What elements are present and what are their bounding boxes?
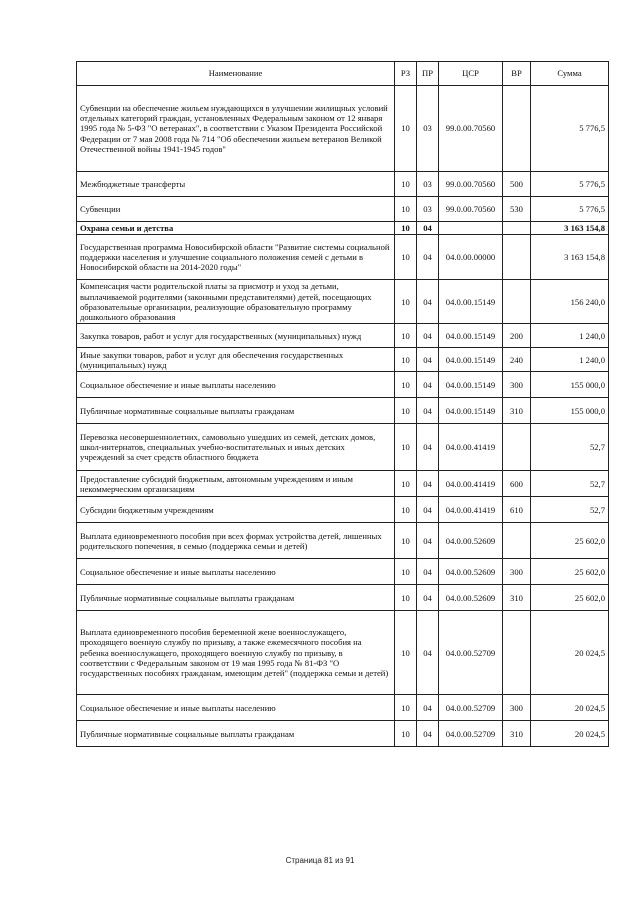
cell-rz: 10 (395, 398, 417, 424)
cell-name: Выплата единовременного пособия беременной жене военнослужащего, проходящего военную службу по призыву, а также ежемесячного пособия на ребенка военнослужащего, проходящего военную службу по призыву, в соответствии с Федеральным законом от 19 мая 1995 года № 81-ФЗ "О государственных пособиях гражданам, имеющим детей" (поддержка семьи и детей) (77, 611, 395, 695)
cell-name: Охрана семьи и детства (77, 222, 395, 235)
cell-sum: 20 024,5 (531, 695, 609, 721)
page-footer: Страница 81 из 91 (285, 856, 355, 865)
cell-csr: 04.0.00.15149 (439, 372, 503, 398)
cell-vr (503, 222, 531, 235)
cell-rz: 10 (395, 611, 417, 695)
cell-csr: 04.0.00.52709 (439, 611, 503, 695)
cell-csr: 04.0.00.00000 (439, 235, 503, 280)
cell-vr (503, 86, 531, 172)
cell-sum: 155 000,0 (531, 372, 609, 398)
cell-name: Публичные нормативные социальные выплаты гражданам (77, 585, 395, 611)
cell-pr: 04 (417, 497, 439, 523)
cell-sum: 20 024,5 (531, 721, 609, 747)
cell-rz: 10 (395, 235, 417, 280)
header-sum: Сумма (531, 62, 609, 86)
cell-sum: 25 602,0 (531, 559, 609, 585)
cell-rz: 10 (395, 523, 417, 559)
table-row (77, 398, 609, 424)
table-header-row (77, 62, 609, 86)
cell-csr: 04.0.00.41419 (439, 497, 503, 523)
cell-vr: 300 (503, 559, 531, 585)
table-row (77, 471, 609, 497)
cell-vr (503, 523, 531, 559)
cell-vr (503, 280, 531, 324)
table-row (77, 324, 609, 348)
cell-pr: 04 (417, 280, 439, 324)
cell-rz: 10 (395, 172, 417, 197)
cell-pr: 04 (417, 324, 439, 348)
cell-name: Перевозка несовершеннолетних, самовольно ушедших из семей, детских домов, школ-интернатов, специальных учебно-воспитательных и иных детских учреждений за счет средств областного бюджета (77, 424, 395, 471)
cell-name: Компенсация части родительской платы за присмотр и уход за детьми, выплачиваемой родителями (законными представителями) детей, посещающих образовательные организации, реализующие образовательную программу дошкольного образования (77, 280, 395, 324)
cell-rz: 10 (395, 585, 417, 611)
cell-rz: 10 (395, 197, 417, 222)
cell-pr: 04 (417, 398, 439, 424)
table-row (77, 695, 609, 721)
cell-rz: 10 (395, 424, 417, 471)
cell-sum: 20 024,5 (531, 611, 609, 695)
cell-name: Закупка товаров, работ и услуг для государственных (муниципальных) нужд (77, 324, 395, 348)
cell-vr: 500 (503, 172, 531, 197)
cell-name: Выплата единовременного пособия при всех формах устройства детей, лишенных родительского попечения, в семью (поддержка семьи и детей) (77, 523, 395, 559)
cell-rz: 10 (395, 497, 417, 523)
table-row (77, 172, 609, 197)
cell-csr: 04.0.00.15149 (439, 324, 503, 348)
cell-sum: 25 602,0 (531, 523, 609, 559)
table-row (77, 197, 609, 222)
cell-pr: 04 (417, 372, 439, 398)
cell-rz: 10 (395, 348, 417, 372)
cell-rz: 10 (395, 324, 417, 348)
cell-csr: 04.0.00.41419 (439, 424, 503, 471)
table-row (77, 222, 609, 235)
cell-csr: 04.0.00.52609 (439, 523, 503, 559)
cell-pr: 04 (417, 559, 439, 585)
cell-rz: 10 (395, 721, 417, 747)
cell-csr: 04.0.00.52609 (439, 559, 503, 585)
cell-sum: 52,7 (531, 497, 609, 523)
cell-sum: 1 240,0 (531, 348, 609, 372)
cell-pr: 04 (417, 424, 439, 471)
table-row (77, 721, 609, 747)
cell-vr (503, 611, 531, 695)
cell-sum: 3 163 154,8 (531, 222, 609, 235)
cell-sum: 5 776,5 (531, 172, 609, 197)
cell-vr: 310 (503, 398, 531, 424)
cell-sum: 25 602,0 (531, 585, 609, 611)
cell-sum: 156 240,0 (531, 280, 609, 324)
cell-sum: 3 163 154,8 (531, 235, 609, 280)
cell-pr: 04 (417, 695, 439, 721)
cell-pr: 04 (417, 348, 439, 372)
table-row (77, 424, 609, 471)
cell-rz: 10 (395, 222, 417, 235)
cell-vr: 530 (503, 197, 531, 222)
cell-rz: 10 (395, 559, 417, 585)
cell-vr: 300 (503, 372, 531, 398)
header-rz: РЗ (395, 62, 417, 86)
cell-vr: 310 (503, 721, 531, 747)
table-row (77, 523, 609, 559)
cell-name: Публичные нормативные социальные выплаты гражданам (77, 398, 395, 424)
cell-vr: 600 (503, 471, 531, 497)
cell-sum: 52,7 (531, 471, 609, 497)
table-body (77, 86, 609, 747)
table-row (77, 497, 609, 523)
cell-vr: 200 (503, 324, 531, 348)
cell-pr: 03 (417, 197, 439, 222)
cell-vr: 300 (503, 695, 531, 721)
cell-sum: 5 776,5 (531, 86, 609, 172)
cell-pr: 04 (417, 523, 439, 559)
table-row (77, 585, 609, 611)
cell-pr: 04 (417, 585, 439, 611)
cell-csr: 04.0.00.41419 (439, 471, 503, 497)
table-row (77, 348, 609, 372)
cell-name: Субсидии бюджетным учреждениям (77, 497, 395, 523)
header-name: Наименование (77, 62, 395, 86)
cell-rz: 10 (395, 471, 417, 497)
cell-pr: 04 (417, 222, 439, 235)
cell-name: Социальное обеспечение и иные выплаты населению (77, 372, 395, 398)
cell-vr: 610 (503, 497, 531, 523)
cell-vr: 310 (503, 585, 531, 611)
cell-vr (503, 424, 531, 471)
cell-csr: 04.0.00.15149 (439, 280, 503, 324)
header-pr: ПР (417, 62, 439, 86)
cell-rz: 10 (395, 280, 417, 324)
cell-vr (503, 235, 531, 280)
cell-csr: 04.0.00.52609 (439, 585, 503, 611)
cell-name: Предоставление субсидий бюджетным, автономным учреждениям и иным некоммерческим организациям (77, 471, 395, 497)
cell-name: Иные закупки товаров, работ и услуг для обеспечения государственных (муниципальных) нужд (77, 348, 395, 372)
cell-csr (439, 222, 503, 235)
cell-pr: 04 (417, 611, 439, 695)
cell-pr: 03 (417, 172, 439, 197)
table-row (77, 611, 609, 695)
cell-csr: 99.0.00.70560 (439, 172, 503, 197)
table-row (77, 372, 609, 398)
table-row (77, 280, 609, 324)
cell-csr: 04.0.00.15149 (439, 398, 503, 424)
cell-csr: 04.0.00.15149 (439, 348, 503, 372)
cell-name: Социальное обеспечение и иные выплаты населению (77, 695, 395, 721)
cell-rz: 10 (395, 372, 417, 398)
cell-pr: 03 (417, 86, 439, 172)
cell-sum: 155 000,0 (531, 398, 609, 424)
cell-csr: 04.0.00.52709 (439, 695, 503, 721)
cell-name: Государственная программа Новосибирской области "Развитие системы социальной поддержки населения и улучшение социального положения семей с детьми в Новосибирской области на 2014-2020 годы" (77, 235, 395, 280)
table-row (77, 86, 609, 172)
header-vr: ВР (503, 62, 531, 86)
cell-pr: 04 (417, 721, 439, 747)
cell-csr: 04.0.00.52709 (439, 721, 503, 747)
cell-vr: 240 (503, 348, 531, 372)
cell-rz: 10 (395, 86, 417, 172)
cell-sum: 1 240,0 (531, 324, 609, 348)
table-row (77, 559, 609, 585)
cell-name: Публичные нормативные социальные выплаты гражданам (77, 721, 395, 747)
table-row (77, 235, 609, 280)
cell-csr: 99.0.00.70560 (439, 86, 503, 172)
cell-rz: 10 (395, 695, 417, 721)
cell-name: Субвенции на обеспечение жильем нуждающихся в улучшении жилищных условий отдельных категорий граждан, установленных Федеральным законом от 12 января 1995 года № 5-ФЗ "О ветеранах", в соответствии с Указом Президента Российской Федерации от 7 мая 2008 года № 714 "Об обеспечении жильем ветеранов Великой Отечественной войны 1941-1945 годов" (77, 86, 395, 172)
cell-name: Межбюджетные трансферты (77, 172, 395, 197)
cell-sum: 52,7 (531, 424, 609, 471)
cell-sum: 5 776,5 (531, 197, 609, 222)
cell-pr: 04 (417, 235, 439, 280)
header-csr: ЦСР (439, 62, 503, 86)
budget-table (76, 61, 609, 747)
cell-csr: 99.0.00.70560 (439, 197, 503, 222)
cell-pr: 04 (417, 471, 439, 497)
cell-name: Субвенции (77, 197, 395, 222)
cell-name: Социальное обеспечение и иные выплаты населению (77, 559, 395, 585)
